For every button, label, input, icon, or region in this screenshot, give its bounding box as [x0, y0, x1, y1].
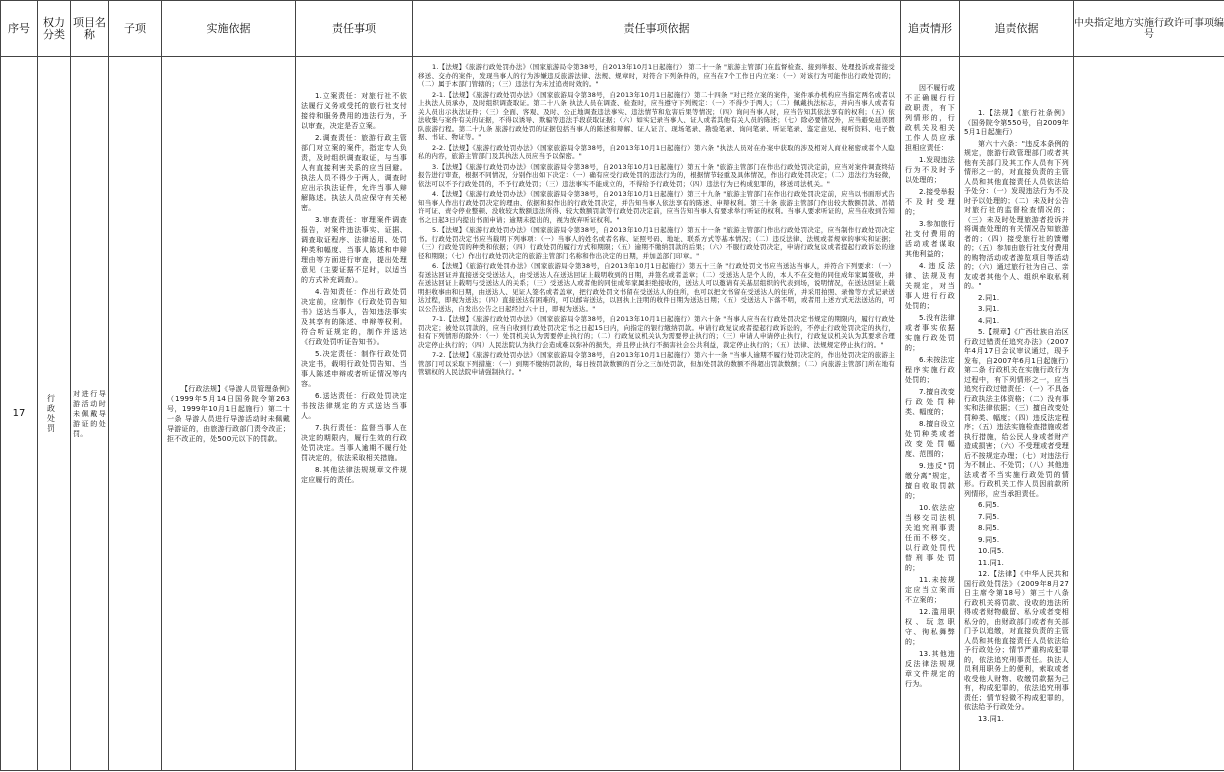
row-type: 行政处罚	[47, 393, 56, 433]
duty-basis-item: 1.【法规】《旅游行政处罚办法》（国家旅游局令第38号，自2013年10月1日起施行） 第二十一条 "旅游主管部门在监督检查、接到举报、处理投诉或者接受移送、交办的案件，发现当事人的行为涉嫌违反旅游法律、法规、规章时，对符合下列条件的，应当在7个工作日内立案：（一）对该行为可能作出行政处罚的；（二）属于本部门管辖的；（三）违法行为未过追责时效的。"	[418, 63, 895, 88]
duty-item: 4.告知责任：作出行政处罚决定前，应制作《行政处罚告知书》送达当事人，告知违法事实及其享有的陈述、申辩等权利。符合听证规定的，制作并送达《行政处罚听证告知书》。	[301, 288, 407, 346]
account-item: 7.擅自改变行政处罚种类、幅度的；	[905, 388, 955, 416]
account-basis-item: 8.同5.	[978, 524, 1000, 532]
row-basis: 【行政法规】《导游人员管理条例》（1999年5月14日国务院令第263号，1999年10月1日起施行）第二十一条 导游人员进行导游活动时未佩戴导游证的，由旅游行政部门责令改正；拒不改正的，处500元以下的罚款。	[167, 384, 290, 443]
account-item: 9.违反"罚缴分离"规定，擅自收取罚款的；	[905, 462, 955, 500]
row-account-cell	[901, 57, 960, 771]
header-item: 项目名称	[71, 1, 109, 57]
account-basis-item: 2.同1.	[978, 293, 1000, 302]
row-duty-basis-cell	[413, 57, 901, 771]
account-item: 1.发现违法行为不及时予以处理的；	[905, 156, 955, 184]
account-basis-item: 6.同5.	[978, 501, 1000, 509]
duty-item: 5.决定责任：制作行政处罚决定书，载明行政处罚告知、当事人陈述申辩或者听证情况等内容。	[301, 350, 407, 388]
account-basis-item: 13.同1.	[978, 714, 1005, 723]
account-basis-item: 10.同5.	[978, 547, 1005, 555]
header-row	[1, 1, 1224, 57]
account-item: 8.擅自设立处罚种类或者改变处罚幅度、范围的；	[905, 420, 955, 458]
header-no: 序号	[1, 1, 38, 57]
account-basis-item: 4.同1.	[978, 316, 1000, 325]
row-duty	[296, 57, 412, 485]
duty-basis-item: 7-2.【法规】《旅游行政处罚办法》（国家旅游局令第38号，自2013年10月1日起施行）第六十一条 "当事人逾期不履行处罚决定的，作出处罚决定的旅游主管部门可以采取下列措施：（一）到期不缴纳罚款的，每日按罚款数额的百分之三加处罚款，但加处罚款的数额不得超出罚款数额；（二）向旅游主管部门所在地有管辖权的人民法院申请强制执行。"	[418, 351, 895, 376]
account-basis-item: 11.同1.	[978, 558, 1005, 567]
row-type-cell	[38, 57, 71, 771]
row-duty-cell	[296, 57, 413, 771]
row-duty-basis	[413, 57, 900, 377]
account-item: 12.滥用职权、玩忽职守、徇私舞弊的；	[905, 608, 955, 646]
duty-basis-item: 2-1.【法规】《旅游行政处罚办法》（国家旅游局令第38号，自2013年10月1日起施行）第二十四条 "对已经立案的案件，案件承办机构应当指定两名或者以上执法人员承办，及时组织调查取证。第二十八条 执法人员在调查、检查时，应当遵守下列规定：（一）不得少于两人；（二）佩戴执法标志，并向当事人或者有关人员出示执法证件；（三）全面、客观、及时、公正地调查违法事实、违法情节和危害后果等情况；（四）询问当事人时，应当告知其依法享有的权利；（五）依法收集与案件有关的证据，不得以诱导、欺骗等违法手段获取证据；（六）如实记录当事人、证人或者其他有关人员的陈述；（七）除必要情况外，应当避免延误团队旅游行程。第二十九条 旅游行政处罚的证据包括当事人的陈述和辩解、证人证言、现场笔录、勘验笔录、询问笔录、听证笔录、鉴定意见、视听资料、电子数据、书证、物证等。"	[418, 90, 895, 141]
duty-item: 8.其他法律法规规章文件规定应履行的责任。	[301, 466, 407, 484]
duty-item: 6.送达责任：行政处罚决定书按法律规定的方式送达当事人。	[301, 392, 407, 420]
account-item: 6.未按法定程序实施行政处罚的；	[905, 356, 955, 384]
duty-basis-item: 4.【法规】《旅游行政处罚办法》（国家旅游局令第38号，自2013年10月1日起施行）第三十九条 "旅游主管部门在作出行政处罚决定前，应当以书面形式告知当事人作出行政处罚决定的理由、依据和拟作出的行政处罚决定，并告知当事人依法享有的陈述、申辩权利。第三十条 旅游主管部门作出较大数额罚款、吊销许可证、责令停业整顿、没收较大数额违法所得、较大数额罚款等行政处罚决定前，应当告知当事人有要求举行听证的权利。当事人要求听证的，应当在收到告知书之日起3日内提出书面申请；逾期未提出的，视为放弃听证权利。"	[418, 190, 895, 224]
account-item: 10.依法应当移交司法机关追究刑事责任而不移交，以行政处罚代替刑事处罚的；	[905, 504, 955, 572]
row-account	[901, 57, 959, 689]
duty-item: 7.执行责任：监督当事人在决定的期限内，履行生效的行政处罚决定。当事人逾期不履行处罚决定的，依法采取相关措施。	[301, 424, 407, 462]
duty-basis-item: 7-1.【法规】《旅游行政处罚办法》（国家旅游局令第38号，自2013年10月1日起施行）第六十条 "当事人应当在行政处罚决定书规定的期限内，履行行政处罚决定；被处以罚款的，应当自收到行政处罚决定书之日起15日内，向指定的银行缴纳罚款。申请行政复议或者提起行政诉讼的，不停止行政处罚决定的执行，但有下列情形的除外：（一）处罚机关认为需要停止执行的；（二）行政复议机关认为需要停止执行的；（三）申请人申请停止执行，行政复议机关认为其要求合理决定停止执行的；（四）人民法院认为执行会造成难以弥补的损失，并且停止执行不损害社会公共利益，裁定停止执行的；（五）法律、法规规定停止执行的。"	[418, 315, 895, 349]
header-basis: 实施依据	[162, 1, 296, 57]
account-basis-item: 9.同5.	[978, 535, 1000, 544]
row-item: 对进行导游活动时未佩戴导游证的处罚。	[73, 389, 106, 438]
account-item: 因不履行或不正确履行行政职责，有下列情形的，行政机关及相关工作人员应承担相应责任：	[905, 84, 955, 152]
account-item: 13.其他违反法律法规规章文件规定的行为。	[905, 650, 955, 688]
row-item-cell	[71, 57, 109, 771]
row-basis-cell	[162, 57, 296, 771]
header-type: 权力分类	[38, 1, 71, 57]
account-item: 4.违反法律、法规及有关规定，对当事人进行行政处罚的；	[905, 262, 955, 310]
account-basis-item: 5.【规章】《广西壮族自治区行政过错责任追究办法》（2007年4月17日会议审议通过，现予发布，自2007年6月1日起施行）第二条 行政机关在实施行政行为过程中，有下列情形之一，应当追究行政过错责任：（一）不具备行政执法主体资格；（二）没有事实和法律依据；（三）擅自改变处罚种类、幅度；（四）违反法定程序；（五）违法实施检查措施或者执行措施，给公民人身或者财产造成损害；（六）不受理或者受理后不按规定办理；（七）对违法行为不制止、不处罚；（八）其他违法或者不当实施行政处罚的情形。行政机关工作人员因前款所列情形，应当承担责任。	[964, 328, 1069, 498]
row-account-basis-cell	[960, 57, 1074, 771]
duty-basis-item: 2-2.【法规】《旅游行政处罚办法》（国家旅游局令第38号，自2013年10月1日起施行）第六条 "执法人员对在办案中获取的涉及相对人商业秘密或者个人隐私的内容，旅游主管部门及其执法人员应当予以保密。"	[418, 143, 895, 160]
row-account-basis	[960, 57, 1073, 724]
account-basis-item: 3.同1.	[978, 305, 1000, 313]
account-basis-item: 7.同5.	[978, 512, 1000, 521]
header-code: 中央指定地方实施行政许可事项编号	[1074, 1, 1224, 57]
row-code	[1074, 57, 1224, 771]
duty-item: 3.审查责任：审理案件调查报告，对案件违法事实、证据、调查取证程序、法律适用、处罚种类和幅度、当事人陈述和申辩理由等方面进行审查，提出处理意见（主要证据不足时，以适当的方式补充调查）。	[301, 216, 407, 284]
duty-basis-item: 5.【法规】《旅游行政处罚办法》（国家旅游局令第38号，自2013年10月1日起施行）第五十一条 "旅游主管部门作出行政处罚决定，应当制作行政处罚决定书。行政处罚决定书应当载明下列事项：（一）当事人的姓名或者名称、证照号码、地址、联系方式等基本情况；（二）违反法律、法规或者规章的事实和证据；（三）行政处罚的种类和依据；（四）行政处罚的履行方式和期限；（五）逾期不缴纳罚款的后果；（六）不服行政处罚决定，申请行政复议或者提起行政诉讼的途径和期限；（七）作出行政处罚决定的旅游主管部门名称和作出决定的日期，并加盖部门印章。"	[418, 226, 895, 260]
duty-basis-item: 3.【法规】《旅游行政处罚办法》（国家旅游局令第38号，自2013年10月1日起施行）第五十条 "旅游主管部门在作出行政处罚决定前，应当对案件调查终结报告进行审查，根据不同情况，分别作出如下决定：（一）确有应受行政处罚的违法行为的，根据情节轻重及具体情况，作出行政处罚决定；（二）违法行为轻微，依法可以不予行政处罚的，不予行政处罚；（三）违法事实不能成立的，不得给予行政处罚；（四）违法行为已构成犯罪的，移送司法机关。"	[418, 162, 895, 188]
account-item: 5.没有法律或者事实依据实施行政处罚的；	[905, 314, 955, 352]
duty-item: 2.调查责任：旅游行政主管部门对立案的案件，指定专人负责，及时组织调查取证，与当事人有直接利害关系的应当回避。执法人员不得少于两人，调查时应出示执法证件，允许当事人辩解陈述。执法人员应保守有关秘密。	[301, 134, 407, 212]
header-duty: 责任事项	[296, 1, 413, 57]
account-basis-item: 12.【法律】《中华人民共和国行政处罚法》（2009年8月27日主席令第18号）第三十八条 行政机关将罚款、没收的违法所得或者财物截留、私分或者变相私分的，由财政部门或者有关部门予以追缴，对直接负责的主管人员和其他直接责任人员依法给予行政处分；情节严重构成犯罪的，依法追究刑事责任。执法人员利用职务上的便利，索取或者收受他人财物、收缴罚款据为己有，构成犯罪的，依法追究刑事责任；情节轻微不构成犯罪的，依法给予行政处分。	[964, 570, 1069, 711]
header-account-basis: 追责依据	[960, 1, 1074, 57]
header-duty-basis: 责任事项依据	[413, 1, 901, 57]
account-item: 11.未按规定应当立案而不立案的；	[905, 576, 955, 604]
table-row	[1, 57, 1224, 771]
row-no: 17	[1, 57, 38, 771]
account-item: 3.参加旅行社支付费用的活动或者谋取其他利益的；	[905, 220, 955, 258]
duty-basis-item: 6.【法规】《旅游行政处罚办法》（国家旅游局令第38号，自2013年10月1日起施行）第五十三条 "行政处罚文书应当送达当事人，并符合下列要求：（一）有送达回证并直接送交受送达人，由受送达人在送达回证上载明收到的日期，并签名或者盖章；（二）受送达人是个人的，本人不在交他的同住成年家属签收，并在送达回证上载明与受送达人的关系；（三）受送达人或者他的同住成年家属拒绝接收的，送达人可以邀请有关基层组织的代表到场，说明情况，在送达回证上载明拒收事由和日期，由送达人、见证人签名或者盖章，把行政处罚文书留在受送达人的住所，也可以把文书留在受送达人的住所，并采用拍照、录像等方式记录送达过程，即视为送达；（四）直接送达有困难的，可以邮寄送达，以回执上注明的收件日期为送达日期；（五）受送达人下落不明，或者用上述方式无法送达的，可以公告送达，自发出公告之日起经过六十日，即视为送达。"	[418, 262, 895, 313]
header-account: 追责情形	[901, 1, 960, 57]
account-basis-item: 第六十六条："违反本条例的规定，旅游行政管理部门或者其他有关部门及其工作人员有下列情形之一的，对直接负责的主管人员和其他直接责任人员依法给予处分：（一）发现违法行为不及时予以处理的；（二）未及时公告对旅行社的监督检查情况的；（三）未及时处理旅游者投诉并将调查处理的有关情况告知旅游者的；（四）接受旅行社的馈赠的；（五）参加由旅行社支付费用的购物活动或者游览项目等活动的；（六）通过旅行社为自己、亲友或者其他个人、组织牟取私利的。"	[964, 139, 1069, 290]
header-sub: 子项	[109, 1, 162, 57]
account-item: 2.接受举报不及时受理的；	[905, 188, 955, 216]
row-sub	[109, 57, 162, 771]
account-basis-item: 1.【法规】《旅行社条例》（国务院令第550号，自2009年5月1日起施行）	[964, 109, 1069, 136]
duty-item: 1.立案责任：对旅行社不依法履行义务或受托的旅行社支付接待和服务费用的违法行为，予以审查，决定是否立案。	[301, 92, 407, 130]
